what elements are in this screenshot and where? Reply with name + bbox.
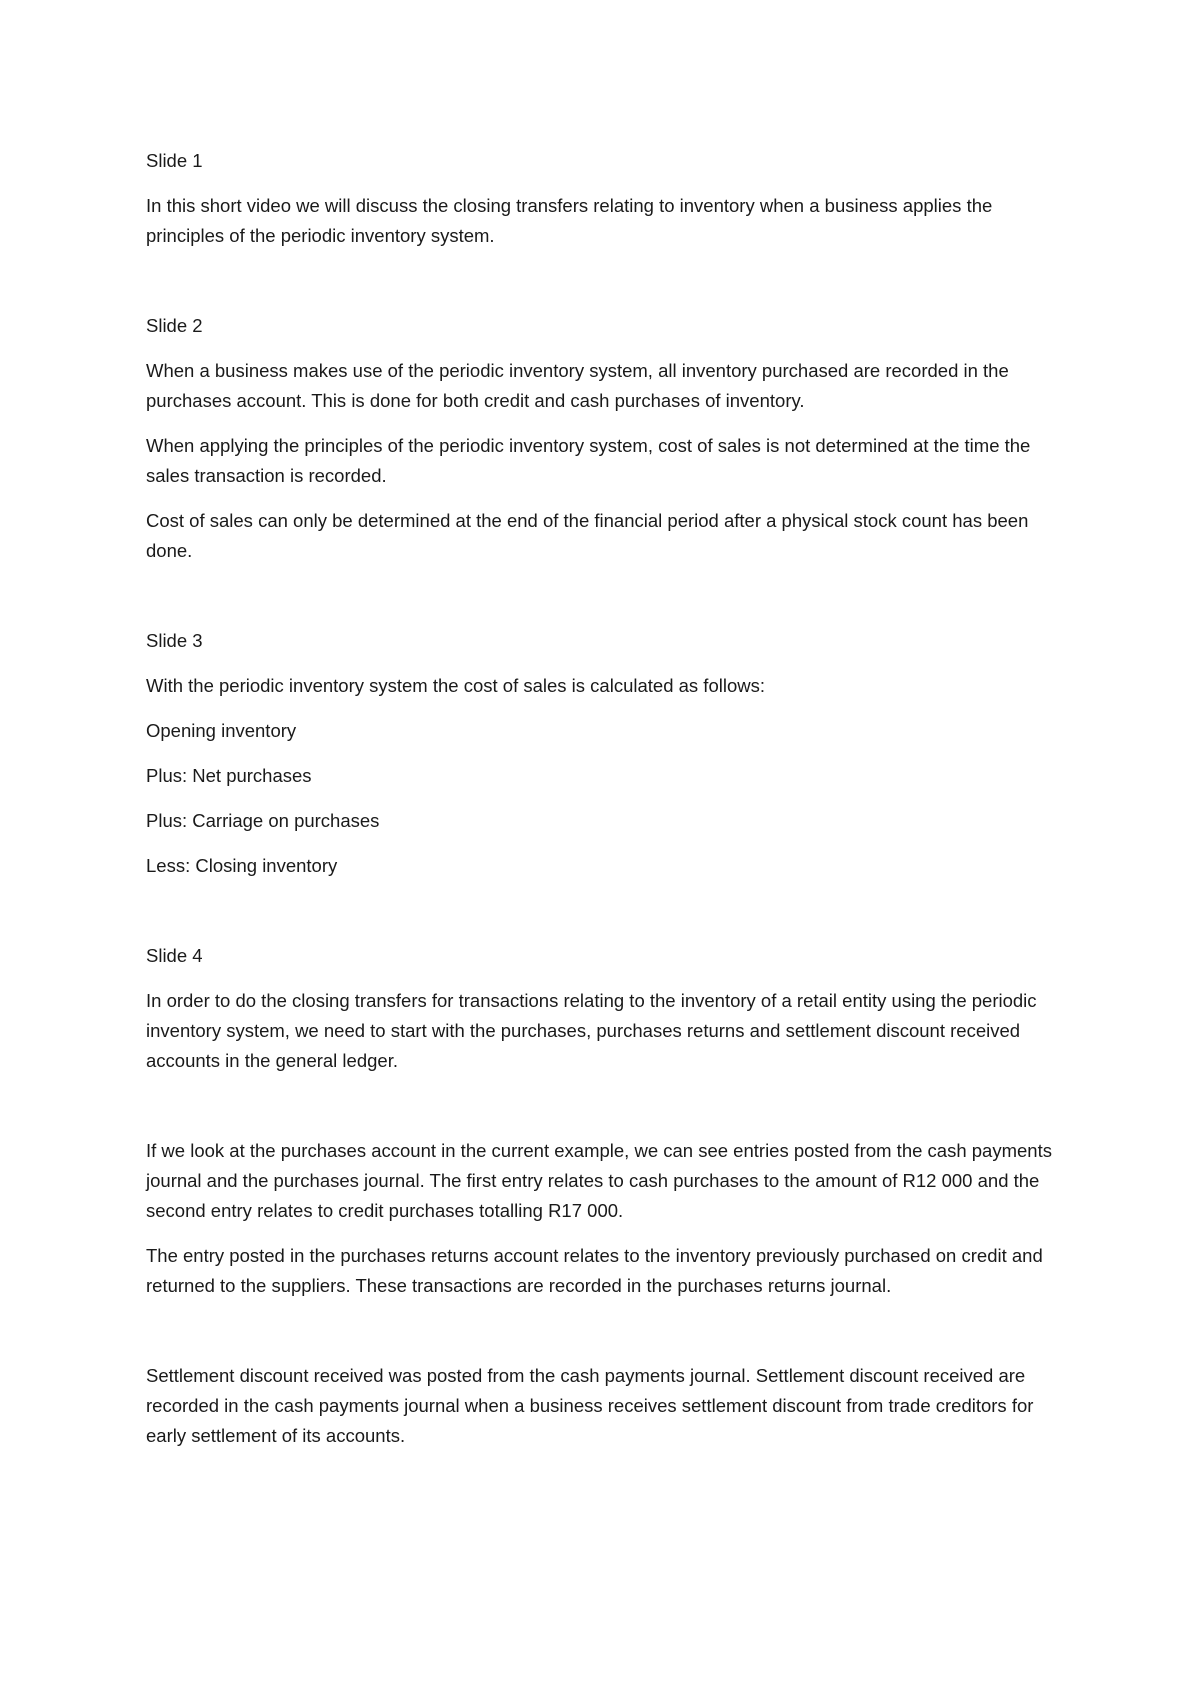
slide-2-paragraph-3: Cost of sales can only be determined at the end of the financial period after a physical stock count has been done.	[146, 510, 1029, 561]
slide-2-paragraph-2: When applying the principles of the periodic inventory system, cost of sales is not determined at the time the sales transaction is recorded.	[146, 435, 1031, 486]
slide-2-heading: Slide 2	[146, 315, 203, 336]
section-spacer	[146, 896, 1066, 941]
slide-3-line-closing-inventory: Less: Closing inventory	[146, 855, 338, 876]
slide-3-heading: Slide 3	[146, 630, 203, 651]
slide-4-paragraph-3: The entry posted in the purchases returns account relates to the inventory previously purchased on credit and returned to the suppliers. These transactions are recorded in the purchases returns journal.	[146, 1245, 1043, 1296]
slide-3-paragraph-1: With the periodic inventory system the cost of sales is calculated as follows:	[146, 675, 765, 696]
section-spacer	[146, 266, 1066, 311]
slide-4-paragraph-4: Settlement discount received was posted from the cash payments journal. Settlement discount received are recorded in the cash payments journal when a business receives settlement discount from trade creditors for early settlement of its accounts.	[146, 1365, 1034, 1446]
section-spacer	[146, 581, 1066, 626]
slide-1-heading: Slide 1	[146, 150, 203, 171]
document-page	[146, 146, 1066, 1466]
slide-4-heading: Slide 4	[146, 945, 203, 966]
slide-4-paragraph-2: If we look at the purchases account in the current example, we can see entries posted from the cash payments journal and the purchases journal. The first entry relates to cash purchases to the amount of R12 000 and the second entry relates to credit purchases totalling R17 000.	[146, 1140, 1052, 1221]
slide-2-paragraph-1: When a business makes use of the periodic inventory system, all inventory purchased are recorded in the purchases account. This is done for both credit and cash purchases of inventory.	[146, 360, 1009, 411]
paragraph-spacer	[146, 1091, 1066, 1136]
paragraph-spacer	[146, 1316, 1066, 1361]
slide-3-line-opening-inventory: Opening inventory	[146, 720, 297, 741]
slide-1-paragraph-1: In this short video we will discuss the closing transfers relating to inventory when a business applies the principles of the periodic inventory system.	[146, 195, 993, 246]
slide-4-paragraph-1: In order to do the closing transfers for transactions relating to the inventory of a retail entity using the periodic inventory system, we need to start with the purchases, purchases returns and settlement discount received accounts in the general ledger.	[146, 990, 1037, 1071]
slide-3-line-carriage: Plus: Carriage on purchases	[146, 810, 380, 831]
slide-3-line-net-purchases: Plus: Net purchases	[146, 765, 312, 786]
